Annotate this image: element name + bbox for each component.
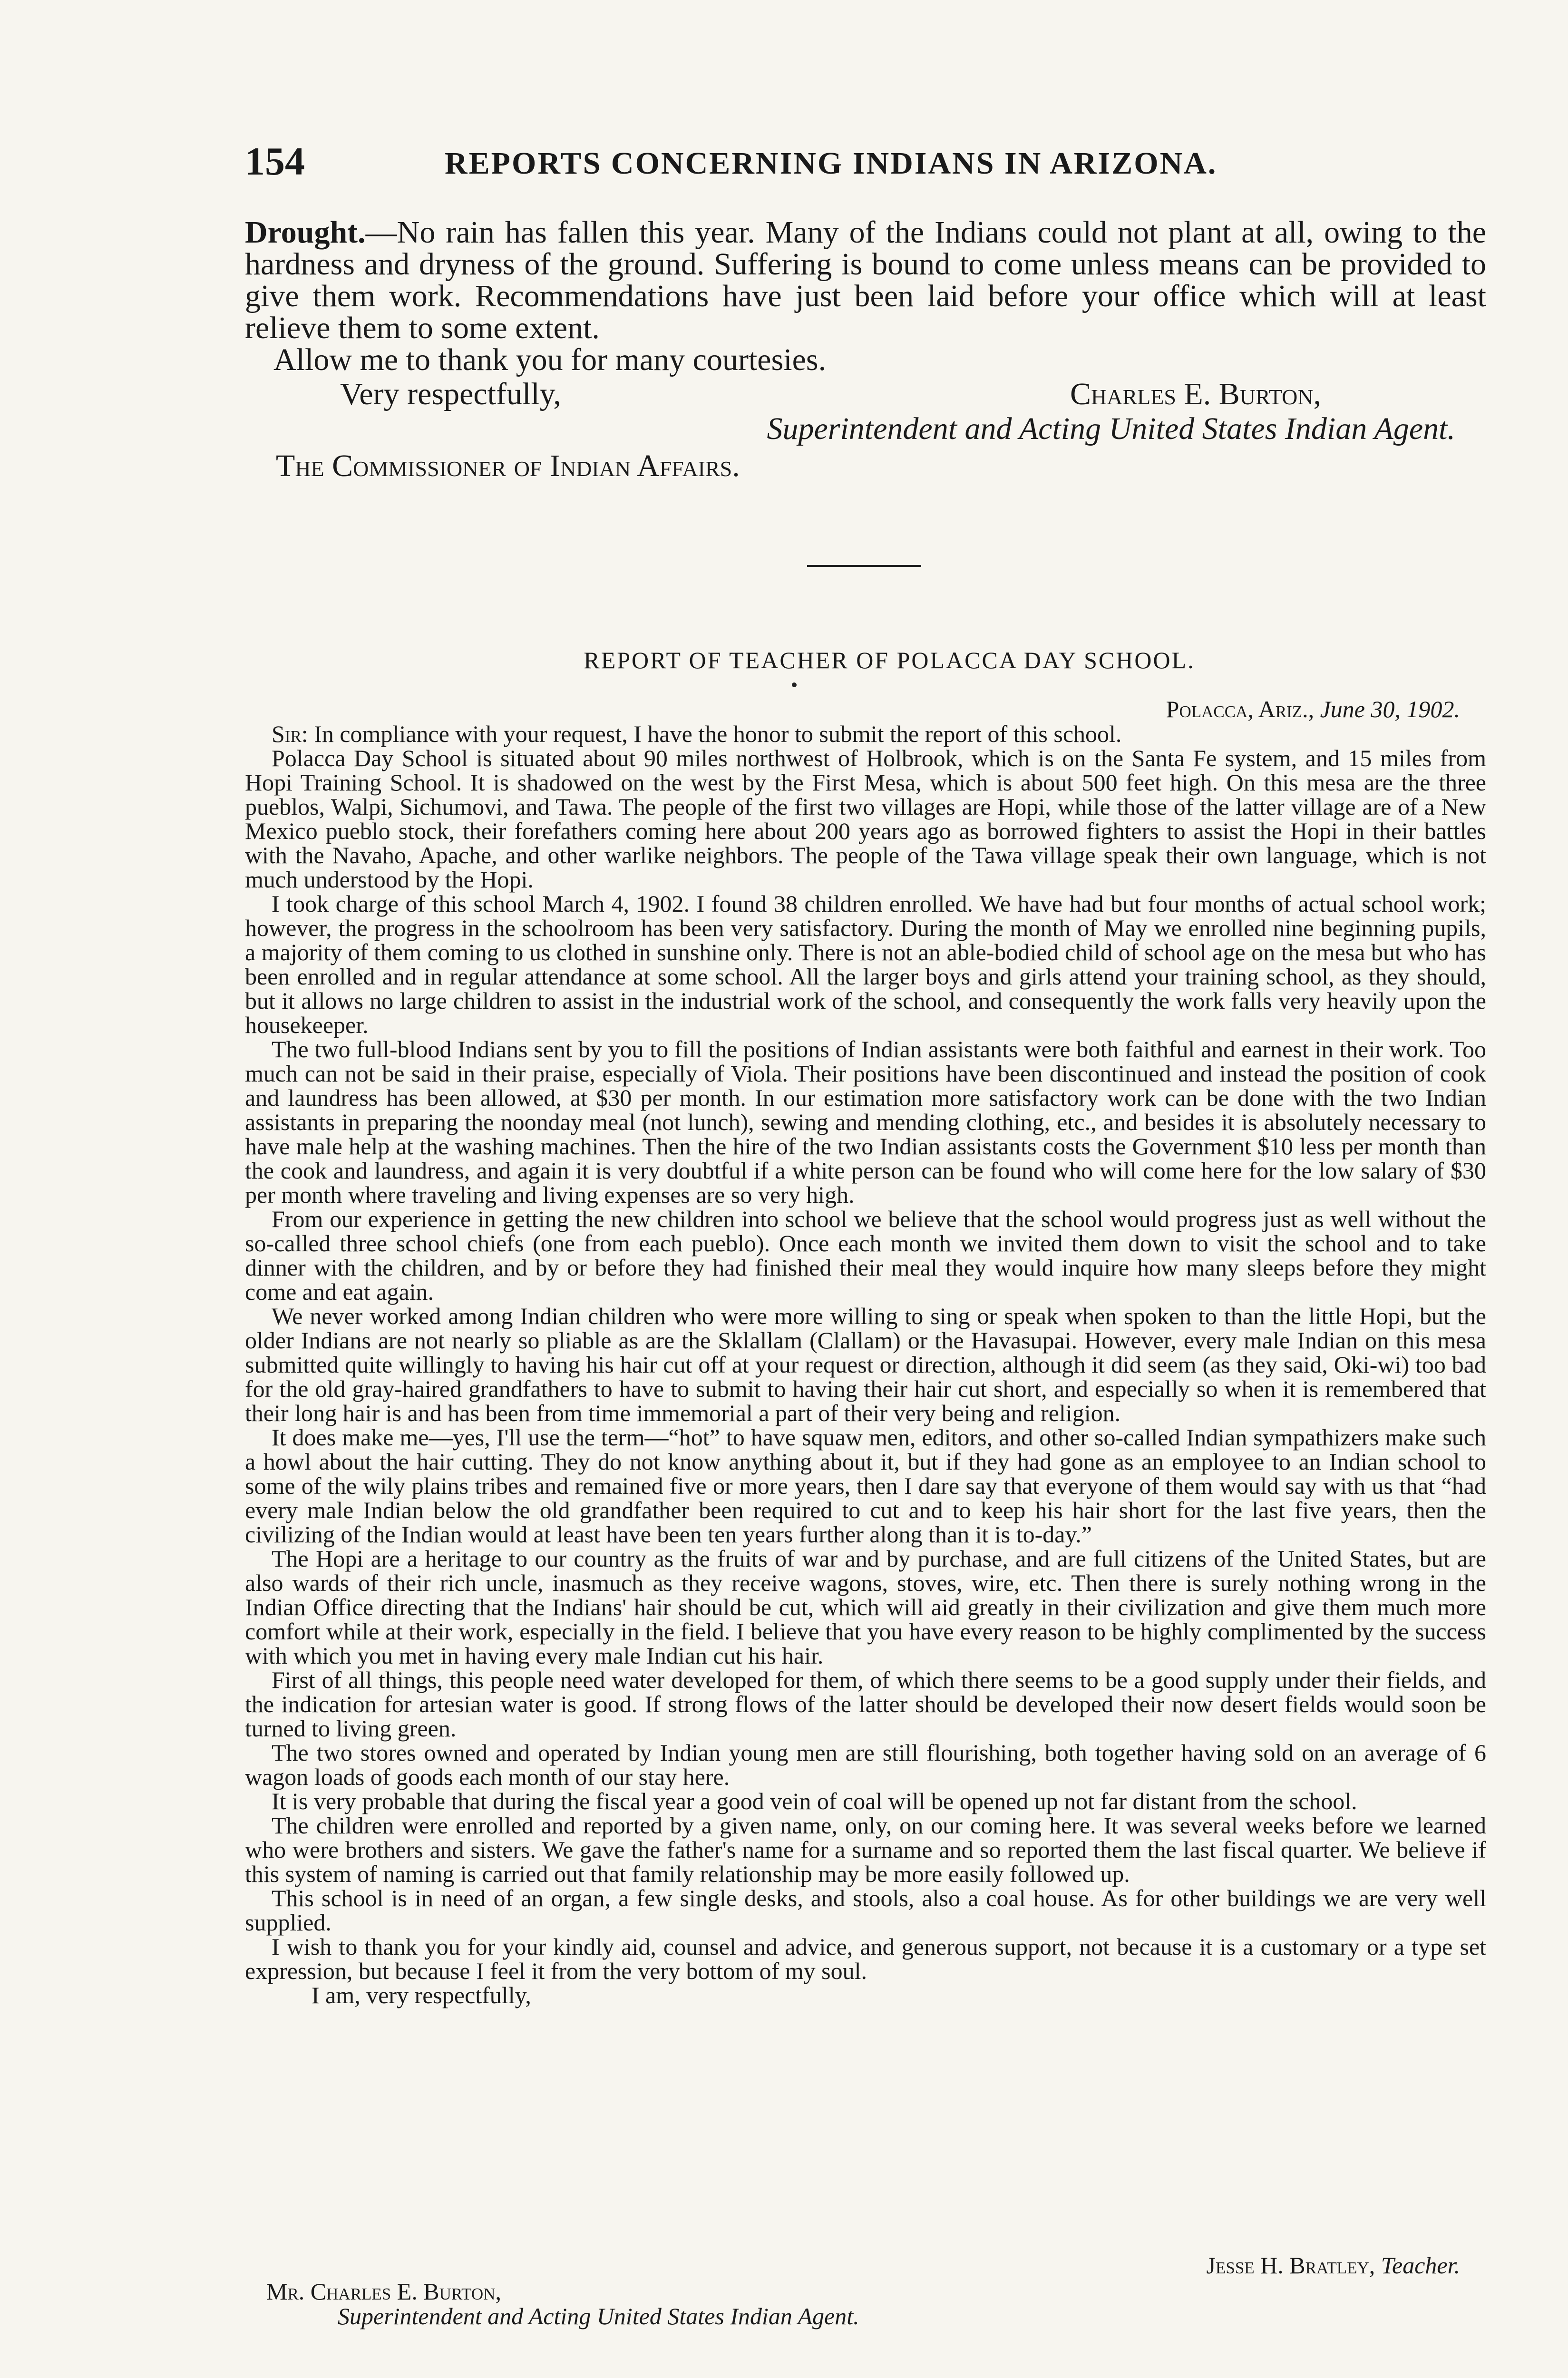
report-body	[245, 722, 1486, 2008]
report-signer-title: Teacher.	[1381, 2252, 1460, 2279]
section-divider	[807, 565, 921, 567]
date: June 30, 1902.	[1320, 696, 1460, 722]
report-paragraph: It does make me—yes, I'll use the term—“hot” to have squaw men, editors, and other so-called Indian sympathizers make such a howl about the hair cutting. They do not know anything about it, but if they had gone as an employee to an Indian school to some of the wily plains tribes and remained five or more years, then I dare say that everyone of them would say with us that “had every male Indian below the old grandfather been required to cut and to keep his hair short for the last five years, then the civilizing of the Indian would at least have been ten years further along than it is to-day.”	[245, 1424, 1486, 1548]
report-paragraph: The Hopi are a heritage to our country as the fruits of war and by purchase, and are full citizens of the United States, but are also wards of their rich uncle, inasmuch as they receive wagons, stoves, wire, etc. Then there is surely nothing wrong in the Indian Office directing that the Indians' hair should be cut, which will aid greatly in their civilization and give them much more comfort while at their work, especially in the field. I believe that you have every reason to be highly complimented by the success with which you met in having every male Indian cut his hair.	[245, 1545, 1486, 1669]
salutation-lead: Sir:	[272, 721, 308, 747]
report-paragraph: This school is in need of an organ, a few single desks, and stools, also a coal house. As for other buildings we are very well supplied.	[245, 1885, 1486, 1936]
page-header	[245, 136, 1491, 188]
report-signature	[904, 2253, 1460, 2278]
report-paragraph: I took charge of this school March 4, 1902. I found 38 children enrolled. We have had but four months of actual school work; however, the progress in the schoolroom has been very satisfactory. During the month of May we enrolled nine beginning pupils, a majority of them coming to us clothed in sunshine only. There is not an able-bodied child of school age on the mesa but who has been enrolled and in regular attendance at some school. All the larger boys and girls attend your training school, as they should, but it allows no large children to assist in the industrial work of the school, and consequently the work falls very heavily upon the housekeeper.	[245, 890, 1486, 1038]
report-paragraph: The children were enrolled and reported by a given name, only, on our coming here. It was several weeks before we learned who were brothers and sisters. We gave the father's name for a surname and so reported them the last fiscal quarter. We believe if this system of naming is carried out that family relationship may be more easily followed up.	[245, 1812, 1486, 1887]
salutation	[245, 722, 1486, 746]
report-paragraph: I wish to thank you for your kindly aid, counsel and advice, and generous support, not because it is a customary or a type set expression, but because I feel it from the very bottom of my soul.	[245, 1933, 1486, 1984]
report-addressee-title: Superintendent and Acting United States Indian Agent.	[338, 2303, 859, 2329]
ornament-dot	[792, 682, 797, 687]
thanks-line: Allow me to thank you for many courtesies.	[273, 342, 827, 377]
drought-section	[245, 216, 1486, 376]
running-head: REPORTS CONCERNING INDIANS IN ARIZONA.	[445, 146, 1217, 181]
report-paragraph: We never worked among Indian children who were more willing to sing or speak when spoken to than the little Hopi, but the older Indians are not nearly so pliable as are the Sklallam (Clallam) or the Havasupai. However, every male Indian on this mesa submitted quite willingly to having his hair cut off at your request or direction, although it did seem (as they said, Oki-wi) too bad for the old gray-haired grandfathers to have to submit to having their hair cut short, and especially so when it is remembered that their long hair is and has been from time immemorial a part of their very being and religion.	[245, 1303, 1486, 1426]
report-paragraph: Polacca Day School is situated about 90 miles northwest of Holbrook, which is on the Santa Fe system, and 15 miles from Hopi Training School. It is shadowed on the west by the First Mesa, which is about 500 feet high. On this mesa are the three pueblos, Walpi, Sichumovi, and Tawa. The people of the first two villages are Hopi, while those of the latter village are of a New Mexico pueblo stock, their forefathers coming here about 200 years ago as borrowed fighters to assist the Hopi in their battles with the Navaho, Apache, and other warlike neighbors. The people of the Tawa village speak their own language, which is not much understood by the Hopi.	[245, 745, 1486, 893]
drought-lead: Drought.	[245, 215, 366, 250]
salutation-text: In compliance with your request, I have the honor to submit the report of this school.	[314, 721, 1122, 747]
drought-signer: Charles E. Burton,	[1070, 377, 1322, 411]
report-paragraph: From our experience in getting the new children into school we believe that the school would progress just as well without the so-called three school chiefs (one from each pueblo). Once each month we invited them down to visit the school and to take dinner with the children, and by or before they had finished their meal they would inquire how many sleeps before they might come and eat again.	[245, 1206, 1486, 1305]
report-paragraph: The two stores owned and operated by Indian young men are still flourishing, both together having sold on an average of 6 wagon loads of goods each month of our stay here.	[245, 1739, 1486, 1790]
drought-paragraph	[245, 216, 1486, 344]
report-closing: I am, very respectfully,	[312, 1982, 531, 2008]
report-paragraph: The two full-blood Indians sent by you to fill the positions of Indian assistants were both faithful and earnest in their work. Too much can not be said in their praise, especially of Viola. Their positions have been discontinued and instead the position of cook and laundress has been allowed, at $30 per month. In our estimation more satisfactory work can be done with the two Indian assistants in preparing the noonday meal (not lunch), sewing and mending clothing, etc., and besides it is absolutely necessary to have male help at the washing machines. Then the hire of the two Indian assistants costs the Government $10 less per month than the cook and laundress, and again it is very doubtful if a white person can be found who will come here for the low salary of $30 per month where traveling and living expenses are so very high.	[245, 1036, 1486, 1208]
drought-closing: Very respectfully,	[340, 377, 561, 411]
report-paragraph: It is very probable that during the fiscal year a good vein of coal will be opened up not far distant from the school.	[272, 1788, 1357, 1814]
place-date	[808, 697, 1460, 721]
drought-addressee: The Commissioner of Indian Affairs.	[276, 448, 740, 483]
page-number: 154	[245, 139, 305, 184]
report-addressee: Mr. Charles E. Burton,	[266, 2278, 501, 2305]
report-title: REPORT OF TEACHER OF POLACCA DAY SCHOOL.	[584, 647, 1195, 673]
place: Polacca, Ariz.,	[1166, 696, 1315, 722]
report-paragraph: First of all things, this people need water developed for them, of which there seems to be a good supply under their fields, and the indication for artesian water is good. If strong flows of the latter should be developed their now desert fields would soon be turned to living green.	[245, 1667, 1486, 1742]
drought-text: —No rain has fallen this year. Many of the Indians could not plant at all, owing to the hardness and dryness of the ground. Suffering is bound to come unless means can be provided to give them work. Recommendations have just been laid before your office which will at least relieve them to some extent.	[245, 215, 1486, 345]
drought-signer-title: Superintendent and Acting United States Indian Agent.	[767, 411, 1455, 446]
report-signer: Jesse H. Bratley,	[1206, 2252, 1375, 2279]
